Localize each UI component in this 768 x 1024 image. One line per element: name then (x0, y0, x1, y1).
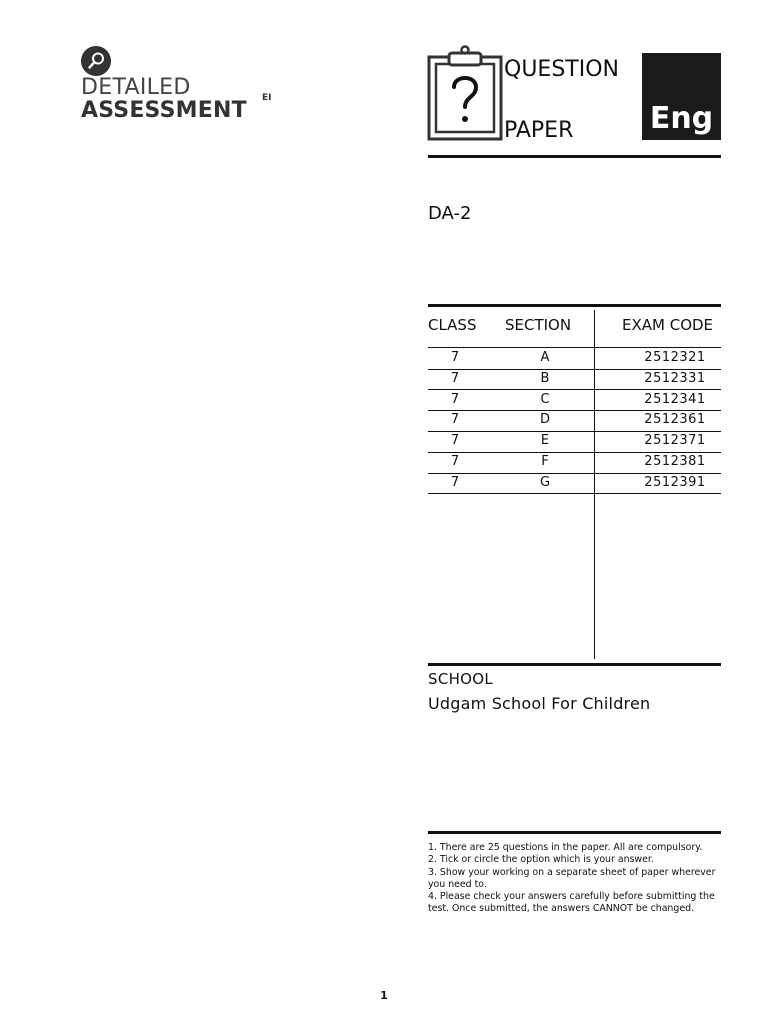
row-divider (428, 369, 721, 370)
paper-code: DA-2 (428, 203, 472, 224)
row-class: 7 (450, 370, 460, 386)
row-exam-code: 2512391 (644, 474, 706, 490)
logo-text-assessment: ASSESSMENT (81, 98, 247, 123)
clipboard-question-icon (427, 45, 503, 141)
row-class: 7 (450, 350, 460, 365)
table-column-divider (594, 310, 595, 659)
row-exam-code: 2512381 (644, 454, 706, 469)
instruction-item: 2. Tick or circle the option which is your answer. (428, 854, 654, 866)
instruction-item: 4. Please check your answers carefully before submitting the test. Once submitted, the answers CANNOT be changed. (428, 891, 715, 915)
row-class: 7 (450, 474, 460, 490)
header-section: SECTION (505, 316, 572, 334)
table-top-rule (428, 304, 721, 307)
header-divider (428, 155, 721, 158)
page-number: 1 (380, 989, 388, 1002)
subject-badge-label: Eng (649, 101, 714, 136)
instruction-item: 1. There are 25 questions in the paper. All are compulsory. (428, 842, 703, 853)
row-section: D (539, 412, 550, 428)
row-divider (428, 389, 721, 390)
row-section: C (540, 391, 550, 407)
row-divider (428, 410, 721, 411)
row-divider (428, 431, 721, 432)
row-exam-code: 2512331 (644, 370, 706, 386)
instructions (428, 842, 723, 916)
row-divider (428, 452, 721, 453)
school-name: Udgam School For Children (428, 694, 651, 713)
table-header-rule (428, 347, 721, 348)
instruction-item: 3. Show your working on a separate sheet of paper wherever you need to. (428, 866, 716, 890)
paper-title-line2: PAPER (504, 118, 574, 143)
row-section: A (540, 350, 550, 365)
row-class: 7 (450, 391, 460, 407)
subject-badge (642, 53, 721, 140)
row-section: E (540, 433, 550, 449)
row-exam-code: 2512371 (644, 433, 706, 449)
logo-text-detailed: DETAILED (81, 75, 191, 100)
row-exam-code: 2512321 (644, 350, 706, 365)
row-section: B (540, 370, 550, 386)
instructions-top-rule (428, 831, 721, 834)
row-exam-code: 2512341 (644, 391, 706, 407)
row-class: 7 (450, 454, 460, 469)
row-section: G (539, 474, 551, 490)
header-exam-code: EXAM CODE (622, 316, 714, 334)
school-top-rule (428, 663, 721, 666)
row-exam-code: 2512361 (644, 412, 706, 428)
row-section: F (541, 454, 549, 469)
header-class: CLASS (428, 316, 477, 334)
magnifier-icon (81, 46, 111, 76)
row-divider (428, 473, 721, 474)
logo-suffix: EI (262, 93, 272, 103)
row-divider (428, 493, 721, 494)
row-class: 7 (450, 412, 460, 428)
paper-title-line1: QUESTION (504, 57, 619, 82)
school-label: SCHOOL (428, 670, 494, 688)
row-class: 7 (450, 433, 460, 449)
